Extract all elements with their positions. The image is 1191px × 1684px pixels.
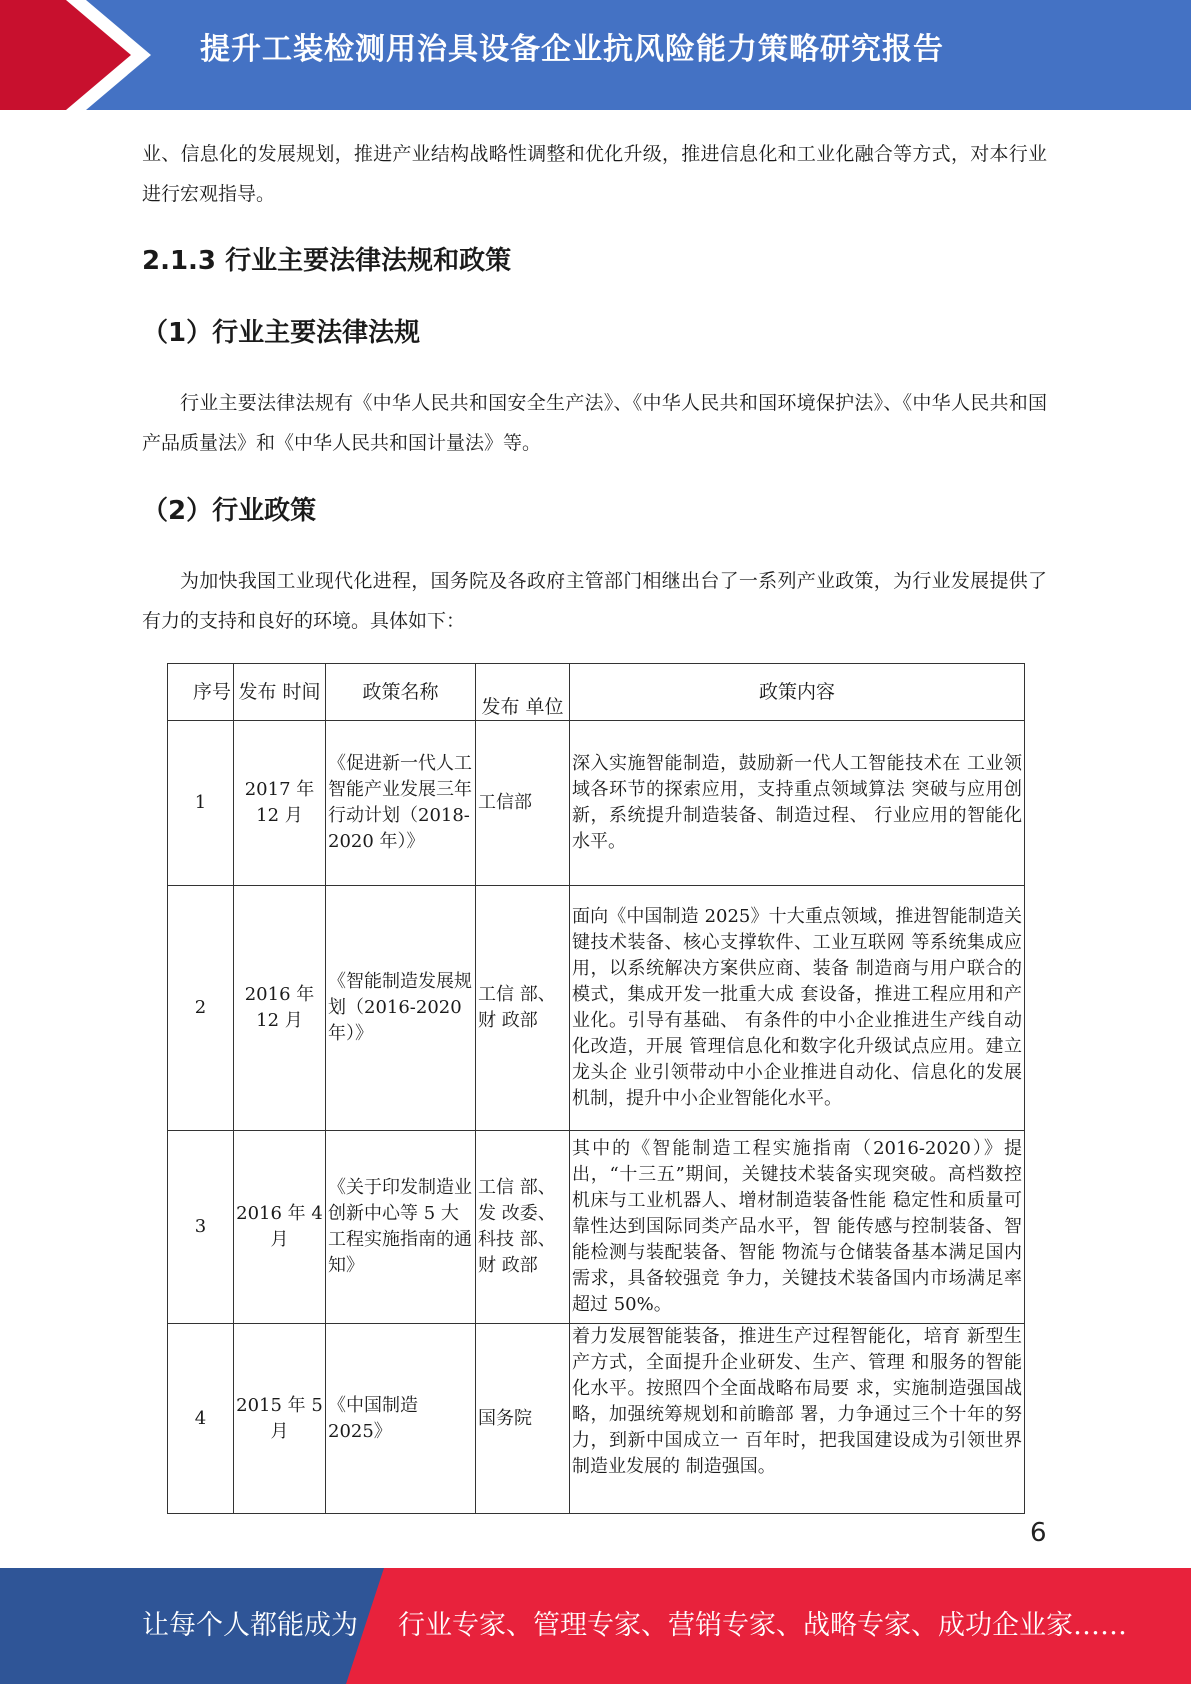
intro-paragraph: 业、信息化的发展规划，推进产业结构战略性调整和优化升级，推进信息化和工业化融合等方式，对本行业进行宏观指导。 [142, 143, 1047, 205]
header-unit: 发布 单位 [476, 664, 570, 721]
page-footer [0, 1568, 1191, 1684]
table-row [168, 1131, 1025, 1324]
cell-name: 《智能制造发展规划（2016-2020 年）》 [326, 886, 476, 1131]
section-heading: 2.1.3 行业主要法律法规和政策 [142, 246, 512, 276]
cell-unit: 工信部 [476, 721, 570, 886]
cell-content: 深入实施智能制造，鼓励新一代人工智能技术在 工业领域各环节的探索应用，支持重点领域算法 突破与应用创新，系统提升制造装备、制造过程、 行业应用的智能化水平。 [570, 721, 1025, 886]
cell-seq: 4 [168, 1324, 234, 1514]
cell-date: 2016 年 12 月 [234, 886, 326, 1131]
page-number: 6 [1030, 1518, 1047, 1548]
cell-date: 2016 年 4 月 [234, 1131, 326, 1324]
report-title: 提升工装检测用治具设备企业抗风险能力策略研究报告 [200, 32, 944, 67]
laws-paragraph: 行业主要法律法规有《中华人民共和国安全生产法》、《中华人民共和国环境保护法》、《中华人民共和国产品质量法》和《中华人民共和国计量法》等。 [142, 392, 1047, 454]
footer-slogan-left: 让每个人都能成为 [142, 1610, 358, 1641]
header-date: 发布 时间 [234, 664, 326, 721]
cell-unit: 国务院 [476, 1324, 570, 1514]
cell-seq: 2 [168, 886, 234, 1131]
policy-table [167, 663, 1025, 1514]
cell-date: 2015 年 5 月 [234, 1324, 326, 1514]
table-row [168, 721, 1025, 886]
cell-name: 《中国制造 2025》 [326, 1324, 476, 1514]
intro-block [142, 134, 1047, 214]
header-name: 政策名称 [326, 664, 476, 721]
cell-name: 《促进新一代人工智能产业发展三年行动计划（2018-2020 年）》 [326, 721, 476, 886]
cell-content: 着力发展智能装备，推进生产过程智能化，培育 新型生产方式，全面提升企业研发、生产、管理 和服务的智能化水平。按照四个全面战略布局要 求，实施制造强国战略，加强统筹规划和前瞻部 署，力争通过三个十年的努力，到新中国成立一 百年时，把我国建设成为引领世界制造业发展的 制造强国。 [570, 1324, 1025, 1514]
laws-block [142, 383, 1047, 463]
cell-content: 其中的《智能制造工程实施指南（2016-2020）》提出，“十三五”期间，关键技术装备实现突破。高档数控机床与工业机器人、增材制造装备性能 稳定性和质量可靠性达到国际同类产品水平，智 能传感与控制装备、智能检测与装配装备、智能 物流与仓储装备基本满足国内需求，具备较强竞 争力，关键技术装备国内市场满足率超过 50%。 [570, 1131, 1025, 1324]
cell-date: 2017 年 12 月 [234, 721, 326, 886]
policies-paragraph: 为加快我国工业现代化进程，国务院及各政府主管部门相继出台了一系列产业政策，为行业发展提供了有力的支持和良好的环境。具体如下： [142, 570, 1047, 632]
table-row [168, 886, 1025, 1131]
cell-seq: 1 [168, 721, 234, 886]
header-seq: 序号 [168, 664, 234, 721]
subsection-heading-laws: （1）行业主要法律法规 [142, 318, 421, 348]
subsection-heading-policies: （2）行业政策 [142, 496, 317, 526]
cell-unit: 工信 部、财 政部 [476, 886, 570, 1131]
table-row [168, 1324, 1025, 1514]
policies-block [142, 561, 1047, 641]
table-header-row [168, 664, 1025, 721]
header-content: 政策内容 [570, 664, 1025, 721]
cell-name: 《关于印发制造业创新中心等 5 大工程实施指南的通知》 [326, 1131, 476, 1324]
cell-content: 面向《中国制造 2025》十大重点领域，推进智能制造关键技术装备、核心支撑软件、工业互联网 等系统集成应用，以系统解决方案供应商、装备 制造商与用户联合的模式，集成开发一批重大成 套设备，推进工程应用和产业化。引导有基础、 有条件的中小企业推进生产线自动化改造，开展 管理信息化和数字化升级试点应用。建立龙头企 业引领带动中小企业推进自动化、信息化的发展 机制，提升中小企业智能化水平。 [570, 886, 1025, 1131]
footer-slogan-right: 行业专家、管理专家、营销专家、战略专家、成功企业家…… [398, 1610, 1127, 1641]
cell-unit: 工信 部、发 改委、科技 部、财 政部 [476, 1131, 570, 1324]
page-header [0, 0, 1191, 110]
header-arrow-icon [0, 0, 160, 110]
cell-seq: 3 [168, 1131, 234, 1324]
